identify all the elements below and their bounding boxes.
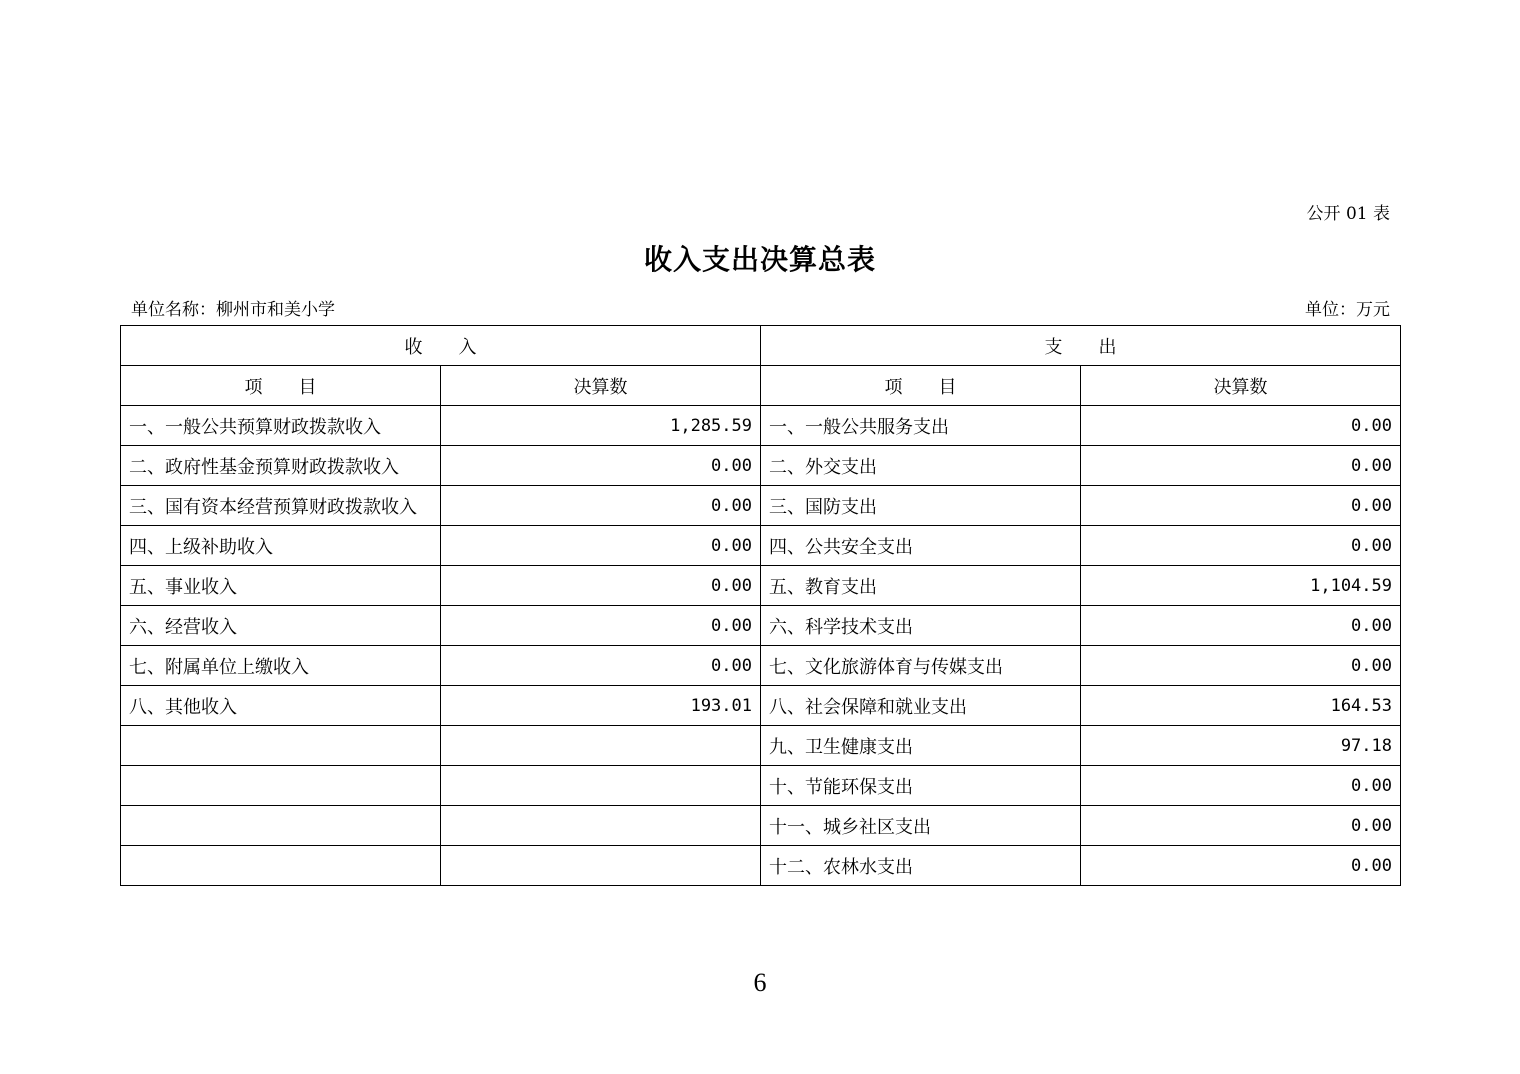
expense-item-header: 项 目 xyxy=(761,366,1081,406)
income-amount-cell: 1,285.59 xyxy=(441,406,761,446)
expense-amount-header: 决算数 xyxy=(1081,366,1401,406)
income-item-cell xyxy=(121,726,441,766)
income-amount-cell: 0.00 xyxy=(441,486,761,526)
income-item-cell: 四、上级补助收入 xyxy=(121,526,441,566)
unit-name: 单位名称：柳州市和美小学 xyxy=(131,300,335,320)
form-number: 公开 01 表 xyxy=(1306,204,1390,224)
expense-amount-cell: 0.00 xyxy=(1081,846,1401,886)
income-amount-cell: 0.00 xyxy=(441,526,761,566)
page-title: 收入支出决算总表 xyxy=(643,243,876,276)
income-item-cell: 八、其他收入 xyxy=(121,686,441,726)
expense-item-cell: 三、国防支出 xyxy=(761,486,1081,526)
page-number: 6 xyxy=(753,968,767,997)
table-row xyxy=(121,606,1401,646)
expense-item-cell: 七、文化旅游体育与传媒支出 xyxy=(761,646,1081,686)
income-amount-cell: 0.00 xyxy=(441,646,761,686)
income-item-cell: 五、事业收入 xyxy=(121,566,441,606)
income-item-header: 项 目 xyxy=(121,366,441,406)
table-row xyxy=(121,646,1401,686)
income-amount-cell: 0.00 xyxy=(441,606,761,646)
expense-amount-cell: 0.00 xyxy=(1081,486,1401,526)
table-row xyxy=(121,726,1401,766)
table-row xyxy=(121,446,1401,486)
table-header-row-columns xyxy=(121,366,1401,406)
expense-item-cell: 二、外交支出 xyxy=(761,446,1081,486)
expense-amount-cell: 164.53 xyxy=(1081,686,1401,726)
expense-amount-cell: 97.18 xyxy=(1081,726,1401,766)
table-header-row-section xyxy=(121,326,1401,366)
table-row xyxy=(121,406,1401,446)
unit-label: 单位：万元 xyxy=(1305,300,1390,320)
income-amount-cell xyxy=(441,726,761,766)
expense-item-cell: 十、节能环保支出 xyxy=(761,766,1081,806)
expense-amount-cell: 0.00 xyxy=(1081,606,1401,646)
table-row xyxy=(121,526,1401,566)
income-amount-cell xyxy=(441,806,761,846)
income-section-header: 收 入 xyxy=(121,326,761,366)
income-amount-cell: 193.01 xyxy=(441,686,761,726)
income-amount-cell: 0.00 xyxy=(441,446,761,486)
expense-amount-cell: 1,104.59 xyxy=(1081,566,1401,606)
expense-item-cell: 十二、农林水支出 xyxy=(761,846,1081,886)
expense-item-cell: 六、科学技术支出 xyxy=(761,606,1081,646)
table-row xyxy=(121,486,1401,526)
expense-amount-cell: 0.00 xyxy=(1081,406,1401,446)
expense-item-cell: 九、卫生健康支出 xyxy=(761,726,1081,766)
expense-item-cell: 八、社会保障和就业支出 xyxy=(761,686,1081,726)
table-row xyxy=(121,766,1401,806)
expense-item-cell: 一、一般公共服务支出 xyxy=(761,406,1081,446)
table-row xyxy=(121,686,1401,726)
income-item-cell xyxy=(121,766,441,806)
income-item-cell: 七、附属单位上缴收入 xyxy=(121,646,441,686)
income-amount-header: 决算数 xyxy=(441,366,761,406)
income-amount-cell xyxy=(441,846,761,886)
income-item-cell: 一、一般公共预算财政拨款收入 xyxy=(121,406,441,446)
expense-amount-cell: 0.00 xyxy=(1081,646,1401,686)
table-row xyxy=(121,806,1401,846)
income-item-cell: 三、国有资本经营预算财政拨款收入 xyxy=(121,486,441,526)
income-item-cell: 二、政府性基金预算财政拨款收入 xyxy=(121,446,441,486)
expense-item-cell: 五、教育支出 xyxy=(761,566,1081,606)
income-amount-cell xyxy=(441,766,761,806)
expense-amount-cell: 0.00 xyxy=(1081,806,1401,846)
income-item-cell xyxy=(121,806,441,846)
expense-item-cell: 四、公共安全支出 xyxy=(761,526,1081,566)
income-item-cell: 六、经营收入 xyxy=(121,606,441,646)
table-row xyxy=(121,566,1401,606)
income-amount-cell: 0.00 xyxy=(441,566,761,606)
expense-section-header: 支 出 xyxy=(761,326,1401,366)
expense-amount-cell: 0.00 xyxy=(1081,526,1401,566)
expense-amount-cell: 0.00 xyxy=(1081,766,1401,806)
expense-item-cell: 十一、城乡社区支出 xyxy=(761,806,1081,846)
income-expense-table xyxy=(120,325,1401,886)
expense-amount-cell: 0.00 xyxy=(1081,446,1401,486)
income-item-cell xyxy=(121,846,441,886)
table-row xyxy=(121,846,1401,886)
